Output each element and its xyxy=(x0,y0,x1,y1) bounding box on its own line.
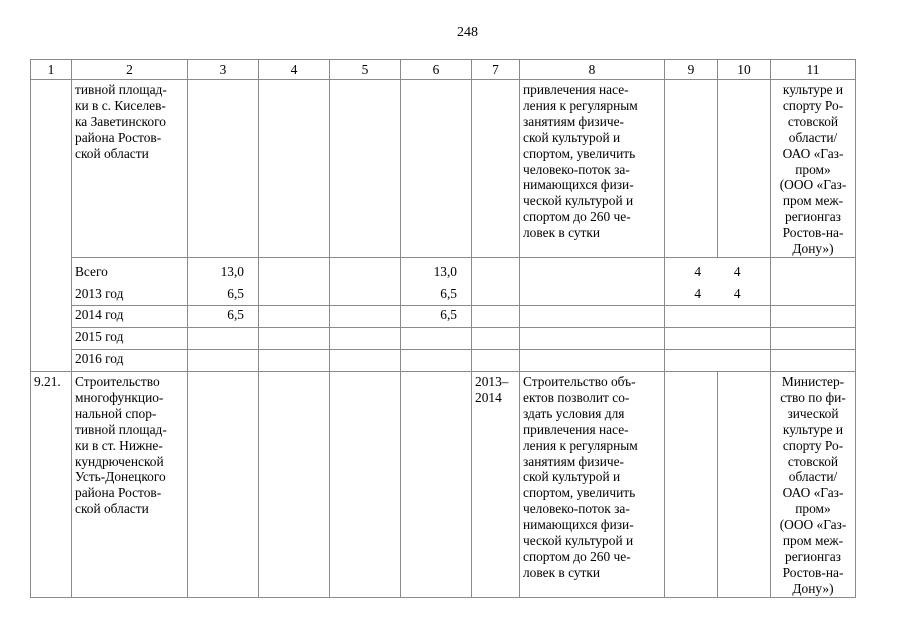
text-line: зической xyxy=(787,405,839,421)
cell xyxy=(259,371,330,597)
cell xyxy=(401,371,472,597)
cell xyxy=(472,349,520,371)
year-label-cell xyxy=(72,257,188,305)
value-cell-pair xyxy=(665,257,771,305)
text-line: пром» xyxy=(795,501,831,517)
text-line: пром» xyxy=(795,161,831,177)
column-header: 8 xyxy=(520,60,665,80)
cell xyxy=(472,327,520,349)
cell xyxy=(330,327,401,349)
cell xyxy=(472,257,520,305)
text-line: ки в с. Киселев- xyxy=(75,97,166,113)
text-line: здать условия для xyxy=(523,405,625,421)
cell xyxy=(330,80,401,258)
value-cell xyxy=(188,349,259,371)
text-line: 2013– xyxy=(475,373,509,389)
cell xyxy=(330,305,401,327)
cell xyxy=(520,327,665,349)
text-line: 13,0 xyxy=(220,263,244,279)
cell xyxy=(718,80,771,258)
text-line: 4 xyxy=(733,263,741,279)
text-line: нимающихся физи- xyxy=(523,177,634,193)
table-row-2015 xyxy=(31,327,856,349)
value-cell xyxy=(401,327,472,349)
cell xyxy=(665,371,718,597)
table-row-continuation xyxy=(31,80,856,258)
text-line: культуре и xyxy=(782,82,844,97)
text-line: ловек в сутки xyxy=(523,564,601,580)
text-line: ления к регулярным xyxy=(523,437,638,453)
text-line: пром меж- xyxy=(782,193,844,209)
cell xyxy=(771,327,856,349)
text-line: района Ростов- xyxy=(75,129,162,145)
text-line: многофункцио- xyxy=(75,389,164,405)
table-row-2014 xyxy=(31,305,856,327)
text-line: Строительство объ- xyxy=(523,373,636,389)
text-line: района Ростов- xyxy=(75,485,162,501)
text-line: пром меж- xyxy=(782,533,844,549)
text-line: Ростов-на- xyxy=(782,225,844,241)
text-line: 4 xyxy=(694,263,702,279)
text-line: (ООО «Газ- xyxy=(779,177,847,193)
column-header: 4 xyxy=(259,60,330,80)
text-line: регионгаз xyxy=(785,548,841,564)
text-line: спортом, увеличить xyxy=(523,485,636,501)
text-line: культуре и xyxy=(782,421,844,437)
text-line: ской области xyxy=(75,501,149,517)
row-number-cell: 9.21. xyxy=(31,371,72,597)
cell xyxy=(771,349,856,371)
text-line: 4 xyxy=(733,285,741,301)
cell xyxy=(330,257,401,305)
column-header: 1 xyxy=(31,60,72,80)
value-cell: 6,5 xyxy=(188,305,259,327)
text-line: стовской xyxy=(787,113,839,129)
text-line: области/ xyxy=(788,469,838,485)
project-name-cell xyxy=(72,371,188,597)
text-line: тивной площад- xyxy=(75,82,167,97)
cell xyxy=(771,257,856,305)
text-line: ской области xyxy=(75,145,149,161)
text-line: кундрюченской xyxy=(75,453,164,469)
description-cell xyxy=(520,371,665,597)
description-cell xyxy=(520,80,665,258)
text-line: человеко-поток за- xyxy=(523,501,630,517)
cell xyxy=(330,349,401,371)
text-line: спортом до 260 че- xyxy=(523,209,631,225)
text-line: регионгаз xyxy=(785,209,841,225)
value-pair-line xyxy=(668,261,767,283)
text-line: нимающихся физи- xyxy=(523,517,634,533)
text-line: стовской xyxy=(787,453,839,469)
text-line: тивной площад- xyxy=(75,421,167,437)
cell xyxy=(259,257,330,305)
cell xyxy=(718,371,771,597)
cell xyxy=(330,371,401,597)
responsible-cell xyxy=(771,371,856,597)
column-header: 2 xyxy=(72,60,188,80)
period-cell xyxy=(472,371,520,597)
cell xyxy=(520,257,665,305)
text-line: 6,5 xyxy=(227,285,244,301)
text-line: ектов позволит со- xyxy=(523,389,630,405)
value-cell: 6,5 xyxy=(401,305,472,327)
text-line: Всего xyxy=(75,263,108,279)
text-line: ческой культурой и xyxy=(523,533,634,549)
text-line: ство по фи- xyxy=(780,389,846,405)
text-line: привлечения насе- xyxy=(523,421,629,437)
text-line: Министер- xyxy=(781,373,845,389)
column-header: 5 xyxy=(330,60,401,80)
text-line: ческой культурой и xyxy=(523,193,634,209)
cell xyxy=(520,349,665,371)
column-header: 9 xyxy=(665,60,718,80)
text-line: 2013 год xyxy=(75,285,124,301)
cell xyxy=(188,371,259,597)
value-cell xyxy=(401,349,472,371)
document-table xyxy=(30,59,856,598)
text-line: Строительство xyxy=(75,373,160,389)
column-header: 11 xyxy=(771,60,856,80)
cell xyxy=(472,80,520,258)
text-line: ка Заветинского xyxy=(75,113,166,129)
text-line: нальной спор- xyxy=(75,405,157,421)
text-line: ления к регулярным xyxy=(523,97,638,113)
text-line: привлечения насе- xyxy=(523,82,629,97)
table-header-row xyxy=(31,60,856,80)
cell xyxy=(259,327,330,349)
value-cell xyxy=(188,257,259,305)
cell xyxy=(665,349,771,371)
value-cell xyxy=(401,257,472,305)
text-line: Дону») xyxy=(792,580,834,596)
text-line: занятиям физиче- xyxy=(523,453,624,469)
column-header: 10 xyxy=(718,60,771,80)
text-line: Усть-Донецкого xyxy=(75,469,166,485)
value-pair-line xyxy=(668,283,767,305)
text-line: области/ xyxy=(788,129,838,145)
text-line: ловек в сутки xyxy=(523,225,601,241)
cell xyxy=(259,305,330,327)
text-line: занятиям физиче- xyxy=(523,113,624,129)
text-line: спортом, увеличить xyxy=(523,145,636,161)
text-line: спорту Ро- xyxy=(782,437,844,453)
cell xyxy=(665,80,718,258)
text-line: ской культурой и xyxy=(523,129,621,145)
text-line: (ООО «Газ- xyxy=(779,517,847,533)
cell xyxy=(259,349,330,371)
text-line: 6,5 xyxy=(440,285,457,301)
text-line: Дону») xyxy=(792,241,834,257)
text-line: ОАО «Газ- xyxy=(782,145,844,161)
table-row-2016 xyxy=(31,349,856,371)
year-label-cell: 2014 год xyxy=(72,305,188,327)
value-cell xyxy=(188,327,259,349)
text-line: спорту Ро- xyxy=(782,97,844,113)
cell xyxy=(520,305,665,327)
text-line: спортом до 260 че- xyxy=(523,548,631,564)
text-line: 4 xyxy=(694,285,702,301)
cell xyxy=(665,327,771,349)
text-line: 13,0 xyxy=(433,263,457,279)
cell xyxy=(188,80,259,258)
text-line: человеко-поток за- xyxy=(523,161,630,177)
cell xyxy=(665,305,771,327)
table-row-9-21 xyxy=(31,371,856,597)
text-line: ской культурой и xyxy=(523,469,621,485)
year-label-cell: 2015 год xyxy=(72,327,188,349)
cell xyxy=(259,80,330,258)
year-label-cell: 2016 год xyxy=(72,349,188,371)
cell xyxy=(771,305,856,327)
cell xyxy=(472,305,520,327)
project-name-cell xyxy=(72,80,188,258)
text-line: 2014 xyxy=(475,389,502,405)
text-line: ОАО «Газ- xyxy=(782,485,844,501)
responsible-cell xyxy=(771,80,856,258)
column-header: 6 xyxy=(401,60,472,80)
row-number-cell xyxy=(31,80,72,372)
cell xyxy=(401,80,472,258)
column-header: 3 xyxy=(188,60,259,80)
page-number: 248 xyxy=(457,25,478,40)
text-line: ки в ст. Нижне- xyxy=(75,437,163,453)
table-row-total-2013 xyxy=(31,257,856,305)
text-line: Ростов-на- xyxy=(782,564,844,580)
column-header: 7 xyxy=(472,60,520,80)
